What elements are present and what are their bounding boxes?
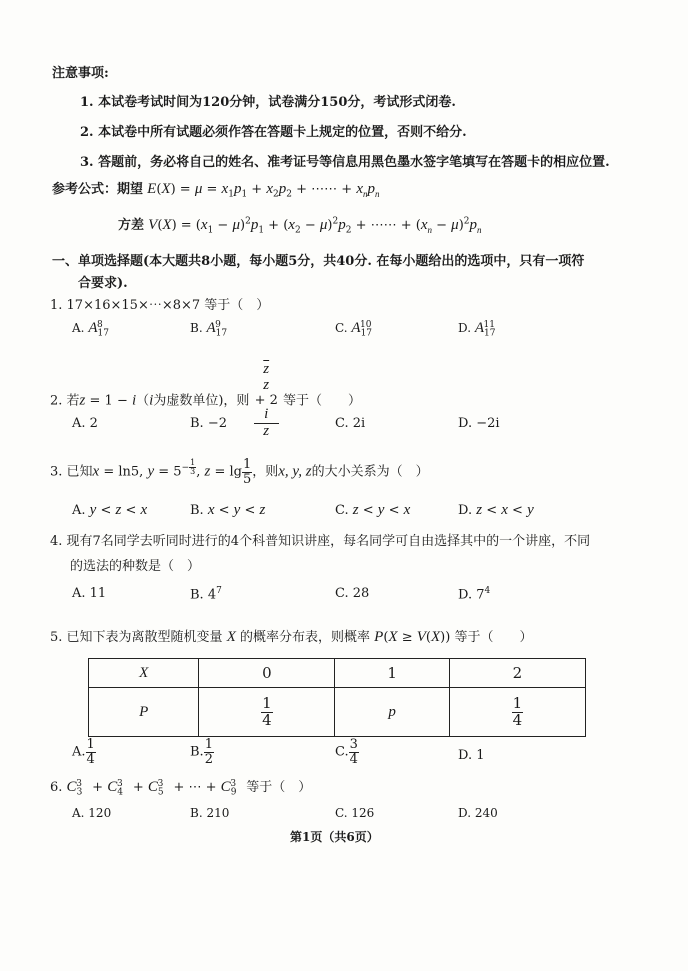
- q6-option-b: B. 210: [190, 806, 230, 820]
- q5-option-b: B. $\frac{1}{2}$: [190, 737, 213, 767]
- q1-option-c: C. $A_{17}^{10}$: [335, 320, 373, 339]
- q5-option-a: A. $\frac{1}{4}$: [72, 737, 95, 767]
- table-cell: $\frac{1}{4}$: [449, 688, 585, 737]
- q4-option-b: B. $4^7$: [190, 586, 222, 603]
- q5-stem: 5. 已知下表为离散型随机变量 X 的概率分布表，则概率 P(X ≥ V(X)) 等于（ ）: [50, 629, 533, 645]
- q3-option-d: D. z < x < y: [458, 502, 534, 518]
- q4-option-d: D. $7^4$: [458, 586, 491, 603]
- section-title-line1: 一、单项选择题(本大题共8小题，每小题5分，共40分. 在每小题给出的选项中，只有一项符: [52, 254, 585, 269]
- q6-stem: 6. $C_3^3 + C_4^3 + C_5^3$ + ⋯ + $C_9^3$ 等于（ ）: [50, 778, 312, 798]
- notice-heading: 注意事项:: [52, 66, 109, 81]
- table-cell: 2: [449, 659, 585, 688]
- table-cell: 0: [199, 659, 335, 688]
- q4-option-a: A. 11: [72, 586, 107, 601]
- q5-option-d: D. 1: [458, 748, 485, 763]
- q3-option-c: C. z < y < x: [335, 502, 411, 518]
- q2-stem: 2. 若z = 1 − i（i为虚数单位)，则 $\overline{z}$ z + 2 i z 等于（ ）: [50, 361, 362, 439]
- page-footer: 第1页（共6页）: [290, 830, 379, 844]
- table-cell: P: [89, 688, 199, 737]
- q4-stem-line1: 4. 现有7名同学去听同时进行的4个科普知识讲座，每名同学可自由选择其中的一个讲座，不同: [50, 534, 591, 549]
- formula-variance: 方差 $V(X) = (x_1 - \mu)^2p_1 + (x_2 - \mu)^2p_2$ + ⋯⋯ + $(x_n - \mu)^2p_n$: [118, 216, 482, 236]
- table-cell: p: [335, 688, 449, 737]
- notice-item-2: 2. 本试卷中所有试题必须作答在答题卡上规定的位置，否则不给分.: [80, 125, 467, 140]
- table-cell: 1: [335, 659, 449, 688]
- q1-option-d: D. $A_{17}^{11}$: [458, 320, 496, 339]
- table-cell: $\frac{1}{4}$: [199, 688, 335, 737]
- q1-stem: 1. 17×16×15×⋯×8×7 等于（ ）: [50, 298, 270, 313]
- q1-option-b: B. $A_{17}^9$: [190, 320, 228, 339]
- q3-option-a: A. y < z < x: [72, 502, 148, 518]
- q1-option-a: A. $A_{17}^8$: [72, 320, 109, 339]
- probability-distribution-table: [88, 658, 586, 737]
- q4-stem-line2: 的选法的种数是（ ）: [70, 559, 201, 574]
- formula-expectation: 参考公式：期望 $E(X) = \mu = x_1p_1 + x_2p_2$ + ⋯⋯ + $x_np_n$: [52, 181, 380, 200]
- q2-option-c: C. 2i: [335, 416, 366, 431]
- q3-option-b: B. x < y < z: [190, 502, 266, 518]
- section-title-line2: 合要求).: [78, 276, 128, 291]
- q6-option-c: C. 126: [335, 806, 375, 820]
- q2-option-a: A. 2: [72, 416, 98, 431]
- q4-option-c: C. 28: [335, 586, 370, 601]
- notice-item-1: 1. 本试卷考试时间为120分钟，试卷满分150分，考试形式闭卷.: [80, 95, 456, 110]
- table-row: [89, 688, 586, 737]
- q3-stem: 3. 已知x = ln5, $y = 5^{- \frac{1}{3}}$ , z = lg $\frac{1}{5}$ ，则x, y, z的大小关系为（ ）: [50, 457, 429, 487]
- q5-option-c: C. $\frac{3}{4}$: [335, 737, 358, 767]
- table-row: [89, 659, 586, 688]
- q2-option-d: D. −2i: [458, 416, 500, 431]
- q6-option-a: A. 120: [72, 806, 112, 820]
- table-cell: X: [89, 659, 199, 688]
- notice-item-3: 3. 答题前，务必将自己的姓名、准考证号等信息用黑色墨水签字笔填写在答题卡的相应位置.: [80, 155, 610, 170]
- q6-option-d: D. 240: [458, 806, 498, 820]
- q2-option-b: B. −2: [190, 416, 227, 431]
